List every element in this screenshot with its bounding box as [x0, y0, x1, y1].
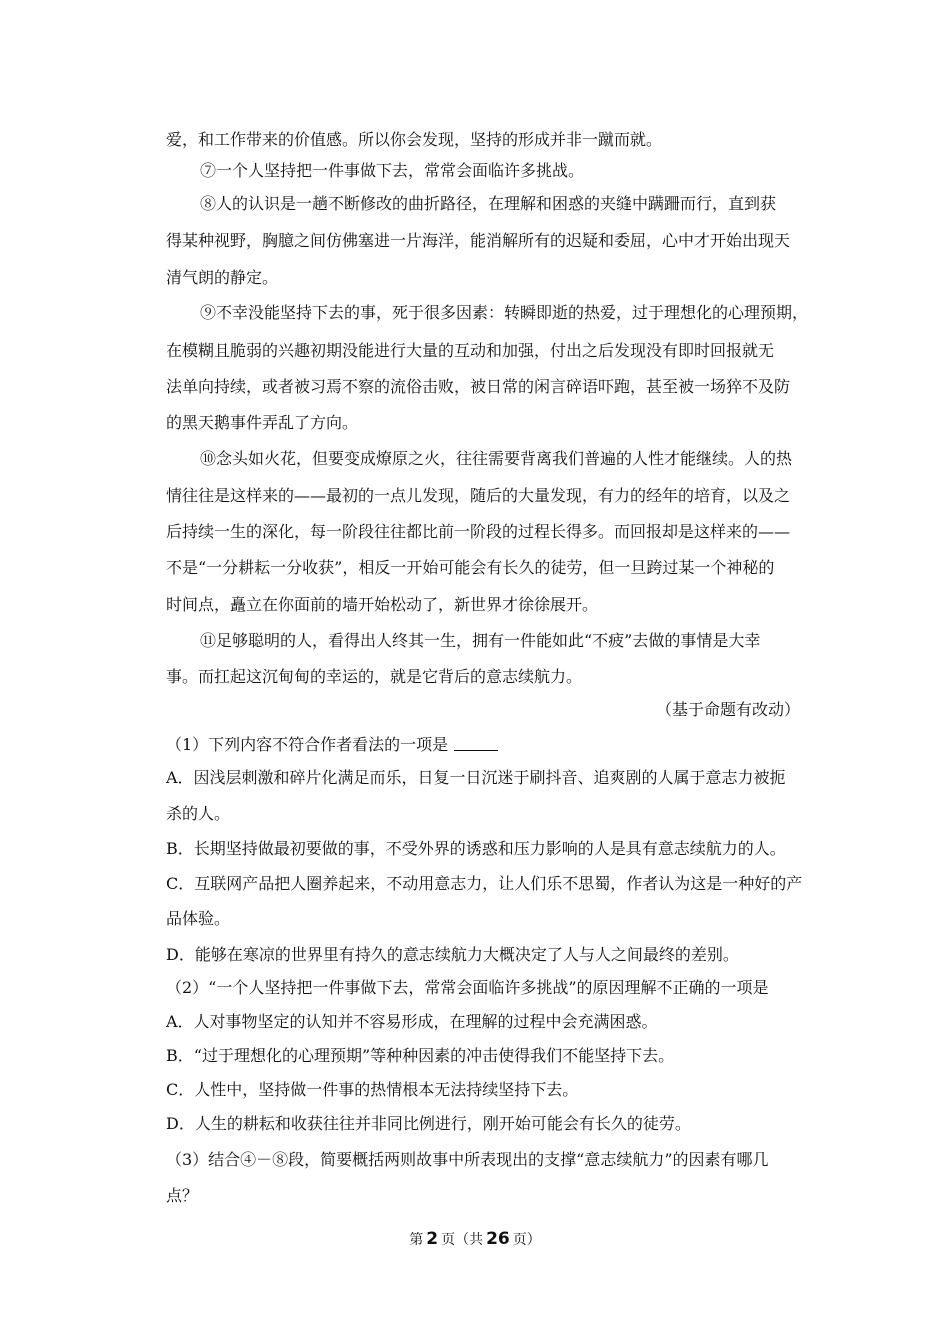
question-1-text: （1）下列内容不符合作者看法的一项是 [166, 735, 449, 754]
answer-blank [454, 736, 498, 751]
option-c-continued: 品体验。 [166, 909, 231, 928]
footer-suffix: 页） [512, 1232, 541, 1248]
option-d: D．人生的耕耘和收获往往并非同比例进行，刚开始可能会有长久的徒劳。 [166, 1114, 691, 1133]
question-3-continued: 点？ [166, 1186, 199, 1205]
question-1-stem [166, 735, 498, 755]
paragraph-7: ⑦一个人坚持把一件事做下去，常常会面临许多挑战。 [200, 161, 585, 180]
paragraph-9: ⑨不幸没能坚持下去的事，死于很多因素：转瞬即逝的热爱，过于理想化的心理预期， [200, 303, 809, 322]
passage-line: 事。而扛起这沉甸甸的幸运的，就是它背后的意志续航力。 [166, 667, 583, 686]
passage-line: 后持续一生的深化，每一阶段往往都比前一阶段的过程长得多。而回报却是这样来的—— [166, 522, 791, 541]
passage-line: 法单向持续，或者被习焉不察的流俗击败，被日常的闲言碎语吓跑，甚至被一场猝不及防 [166, 377, 791, 396]
passage-line: 在模糊且脆弱的兴趣初期没能进行大量的互动和加强，付出之后发现没有即时回报就无 [166, 341, 775, 360]
option-b: B．“过于理想化的心理预期”等种种因素的冲击使得我们不能坚持下去。 [166, 1046, 675, 1065]
passage-line: 的黑天鹅事件弄乱了方向。 [166, 413, 359, 432]
footer-middle: 页（共 [441, 1232, 484, 1248]
passage-line: 不是“一分耕耘一分收获”，相反一开始可能会有长久的徒劳，但一旦跨过某一个神秘的 [166, 558, 775, 577]
source-note: （基于命题有改动） [655, 700, 800, 719]
question-2-stem: （2）“一个人坚持把一件事做下去，常常会面临许多挑战”的原因理解不正确的一项是 [166, 978, 769, 997]
passage-line: 爱，和工作带来的价值感。所以你会发现，坚持的形成并非一蹴而就。 [166, 130, 663, 149]
option-d: D．能够在寒凉的世界里有持久的意志续航力大概决定了人与人之间最终的差别。 [166, 945, 739, 964]
page-number: 2 [426, 1229, 439, 1249]
option-c: C．人性中，坚持做一件事的热情根本无法持续坚持下去。 [166, 1080, 579, 1099]
option-a: A．人对事物坚定的认知并不容易形成，在理解的过程中会充满困惑。 [166, 1012, 658, 1031]
total-pages: 26 [486, 1229, 510, 1249]
question-3-stem: （3）结合④－⑧段，简要概括两则故事中所表现出的支撑“意志续航力”的因素有哪几 [166, 1150, 769, 1169]
passage-line: 情往往是这样来的——最初的一点儿发现，随后的大量发现，有力的经年的培育，以及之 [166, 486, 791, 505]
paragraph-10: ⑩念头如火花，但要变成燎原之火，往往需要背离我们普遍的人性才能继续。人的热 [200, 449, 793, 468]
passage-line: 得某种视野，胸臆之间仿佛塞进一片海洋，能消解所有的迟疑和委屈，心中才开始出现天 [166, 231, 791, 250]
paragraph-11: ⑪足够聪明的人，看得出人终其一生，拥有一件能如此“不疲”去做的事情是大幸 [200, 631, 761, 650]
passage-line: 清气朗的静定。 [166, 268, 279, 287]
paragraph-8: ⑧人的认识是一趟不断修改的曲折路径，在理解和困惑的夹缝中蹒跚而行，直到获 [200, 194, 777, 213]
page-footer [0, 1229, 950, 1250]
option-b: B．长期坚持做最初要做的事，不受外界的诱惑和压力影响的人是具有意志续航力的人。 [166, 839, 786, 858]
footer-prefix: 第 [409, 1232, 424, 1248]
option-c: C．互联网产品把人圈养起来，不动用意志力，让人们乐不思蜀，作者认为这是一种好的产 [166, 874, 803, 893]
option-a-continued: 杀的人。 [166, 804, 231, 823]
passage-line: 时间点，矗立在你面前的墙开始松动了，新世界才徐徐展开。 [166, 595, 599, 614]
option-a: A．因浅层刺激和碎片化满足而乐，日复一日沉迷于刷抖音、追爽剧的人属于意志力被扼 [166, 768, 786, 787]
